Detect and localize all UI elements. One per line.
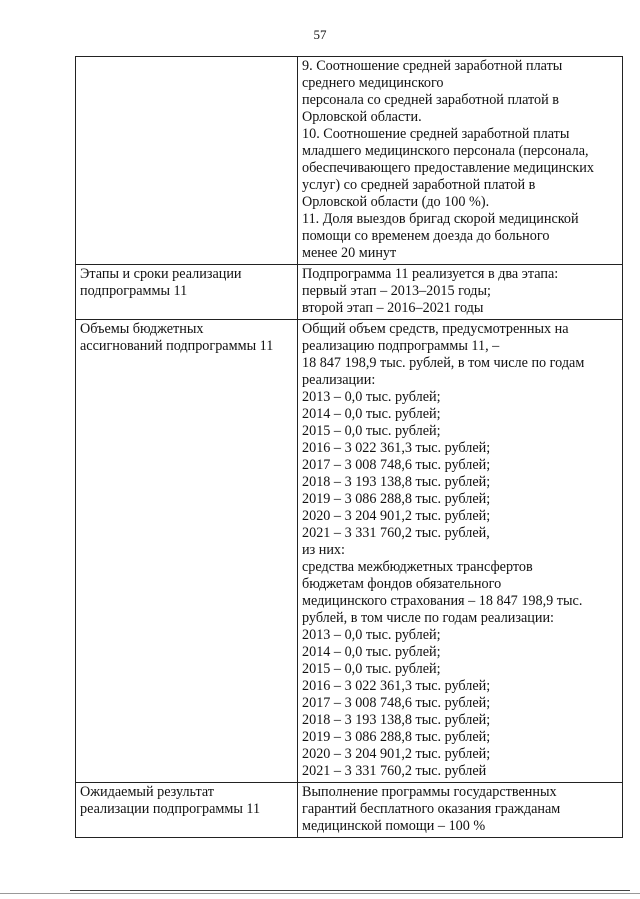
row-value-line: медицинской помощи – 100 %: [302, 818, 486, 834]
row-label-cell: [76, 783, 298, 838]
row-label-line: подпрограммы 11: [80, 283, 188, 299]
row-label-line: ассигнований подпрограммы 11: [80, 338, 274, 354]
row-value-cell: [298, 320, 623, 783]
row-label-line: реализации подпрограммы 11: [80, 801, 261, 817]
row-value-line: 18 847 198,9 тыс. рублей, в том числе по годам: [302, 355, 585, 371]
bottom-rule: [70, 890, 630, 891]
row-value-line: Выполнение программы государственных: [302, 784, 557, 800]
row-value-line: менее 20 минут: [302, 245, 397, 261]
row-value-line: 2020 – 3 204 901,2 тыс. рублей;: [302, 746, 491, 762]
table-row: [76, 265, 623, 320]
row-value-line: 2015 – 0,0 тыс. рублей;: [302, 423, 441, 439]
row-label-cell: [76, 57, 298, 265]
row-label-line: Этапы и сроки реализации: [80, 266, 242, 282]
row-label-line: Объемы бюджетных: [80, 321, 204, 337]
row-label-cell: [76, 320, 298, 783]
row-value-line: среднего медицинского: [302, 75, 444, 91]
row-value-line: 2016 – 3 022 361,3 тыс. рублей;: [302, 440, 491, 456]
row-value-cell: [298, 57, 623, 265]
row-value-line: 9. Соотношение средней заработной платы: [302, 58, 563, 74]
row-value-line: 2017 – 3 008 748,6 тыс. рублей;: [302, 457, 491, 473]
passport-table: [75, 56, 623, 838]
row-value-line: из них:: [302, 542, 345, 558]
row-value-line: реализации:: [302, 372, 376, 388]
row-value-line: бюджетам фондов обязательного: [302, 576, 502, 592]
table-row: [76, 57, 623, 265]
row-value-line: медицинского страхования – 18 847 198,9 тыс.: [302, 593, 583, 609]
row-value-line: 10. Соотношение средней заработной платы: [302, 126, 570, 142]
row-value-line: Подпрограмма 11 реализуется в два этапа:: [302, 266, 559, 282]
row-value-line: 2014 – 0,0 тыс. рублей;: [302, 406, 441, 422]
row-value-line: гарантий бесплатного оказания гражданам: [302, 801, 561, 817]
row-value-line: реализацию подпрограммы 11, –: [302, 338, 500, 354]
row-value-line: 2013 – 0,0 тыс. рублей;: [302, 389, 441, 405]
row-value-line: 2021 – 3 331 760,2 тыс. рублей: [302, 763, 487, 779]
row-value-line: 2021 – 3 331 760,2 тыс. рублей,: [302, 525, 490, 541]
row-value-line: Орловской области.: [302, 109, 422, 125]
row-value-line: 2017 – 3 008 748,6 тыс. рублей;: [302, 695, 491, 711]
page-number: 57: [313, 27, 327, 42]
row-value-line: 2019 – 3 086 288,8 тыс. рублей;: [302, 729, 491, 745]
row-value-line: 2019 – 3 086 288,8 тыс. рублей;: [302, 491, 491, 507]
row-value-line: услуг) со средней заработной платой в: [302, 177, 536, 193]
row-value-line: 11. Доля выездов бригад скорой медицинской: [302, 211, 579, 227]
row-value-line: 2018 – 3 193 138,8 тыс. рублей;: [302, 712, 491, 728]
row-value-line: обеспечивающего предоставление медицинских: [302, 160, 594, 176]
row-value-line: второй этап – 2016–2021 годы: [302, 300, 484, 316]
row-value-cell: [298, 265, 623, 320]
row-value-line: 2020 – 3 204 901,2 тыс. рублей;: [302, 508, 491, 524]
row-value-line: Общий объем средств, предусмотренных на: [302, 321, 569, 337]
row-value-line: Орловской области (до 100 %).: [302, 194, 490, 210]
row-value-cell: [298, 783, 623, 838]
row-value-line: помощи со временем доезда до больного: [302, 228, 550, 244]
table-row: [76, 320, 623, 783]
row-value-line: 2013 – 0,0 тыс. рублей;: [302, 627, 441, 643]
row-value-line: 2015 – 0,0 тыс. рублей;: [302, 661, 441, 677]
scan-edge-rule: [0, 893, 640, 894]
row-value-line: 2014 – 0,0 тыс. рублей;: [302, 644, 441, 660]
row-value-line: младшего медицинского персонала (персонала,: [302, 143, 589, 159]
row-value-line: 2018 – 3 193 138,8 тыс. рублей;: [302, 474, 491, 490]
row-value-line: рублей, в том числе по годам реализации:: [302, 610, 554, 626]
row-label-cell: [76, 265, 298, 320]
row-value-line: средства межбюджетных трансфертов: [302, 559, 533, 575]
row-value-line: 2016 – 3 022 361,3 тыс. рублей;: [302, 678, 491, 694]
row-label-line: Ожидаемый результат: [80, 784, 214, 800]
row-value-line: персонала со средней заработной платой в: [302, 92, 559, 108]
table-row: [76, 783, 623, 838]
row-value-line: первый этап – 2013–2015 годы;: [302, 283, 491, 299]
